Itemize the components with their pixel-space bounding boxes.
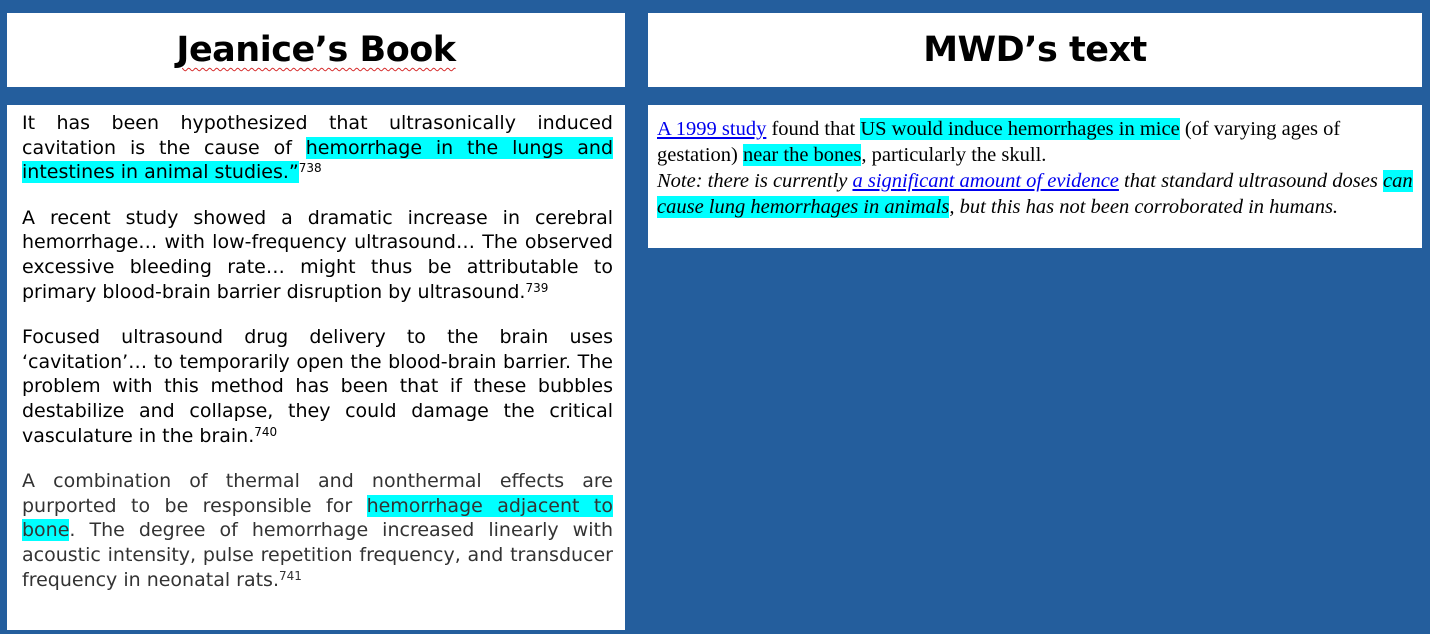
left-paragraph-3 (22, 325, 613, 448)
right-title: MWD’s text (923, 30, 1147, 70)
paragraph-text: A combination of thermal and nonthermal effects are purported to be responsible for (22, 470, 613, 517)
right-paragraph-1 (657, 116, 1420, 168)
paragraph-text: found that (766, 118, 861, 140)
paragraph-text: . The degree of hemorrhage increased linearly with acoustic intensity, pulse repetition frequency, and transducer frequency in neonatal rats. (22, 519, 613, 591)
footnote-number: 738 (298, 161, 322, 176)
paragraph-text: , but this has not been corroborated in humans. (949, 196, 1339, 218)
right-note-paragraph (657, 168, 1420, 220)
left-paragraph-2 (22, 206, 613, 304)
paragraph-text: Focused ultrasound drug delivery to the brain uses ‘cavitation’… to temporarily open the blood-brain barrier. The problem with this method has been that if these bubbles destabilize and collapse, they could damage the critical vasculature in the brain. (22, 326, 613, 447)
footnote-number: 740 (254, 424, 278, 439)
paragraph-text: It has been hypothesized that ultrasonically induced cavitation is the cause of (22, 112, 613, 159)
paragraph-text: that standard ultrasound doses (1118, 170, 1383, 192)
highlighted-text: can cause lung hemorrhages in animals (657, 170, 1413, 218)
paragraph-text: Note: there is currently (657, 170, 853, 192)
paragraph-text: A recent study showed a dramatic increase in cerebral hemorrhage… with low-frequency ultrasound… The observed excessive bleeding rate… might thus be attributable to primary blood-brain barrier disruption by ultrasound. (22, 206, 613, 303)
highlighted-text: hemorrhage adjacent to bone (22, 494, 613, 542)
left-paragraph-4 (22, 469, 613, 592)
paragraph-text: , particularly the skull. (861, 144, 1047, 166)
footnote-number: 739 (525, 280, 549, 295)
right-title-box (648, 13, 1422, 87)
left-title-box (7, 13, 625, 87)
left-text-panel (7, 105, 625, 630)
highlighted-text: near the bones (742, 144, 862, 166)
highlighted-text: US would induce hemorrhages in mice (860, 118, 1180, 140)
highlighted-text: hemorrhage in the lungs and intestines in animal studies.” (22, 136, 613, 184)
left-paragraph-1 (22, 111, 613, 185)
paragraph-text: (of varying ages of gestation) (657, 118, 1341, 166)
left-title: Jeanice’s Book (176, 30, 456, 70)
evidence-link[interactable]: a significant amount of evidence (852, 170, 1119, 192)
footnote-number: 741 (279, 568, 302, 583)
study-link[interactable]: A 1999 study (657, 118, 767, 140)
right-text-panel (648, 105, 1422, 248)
